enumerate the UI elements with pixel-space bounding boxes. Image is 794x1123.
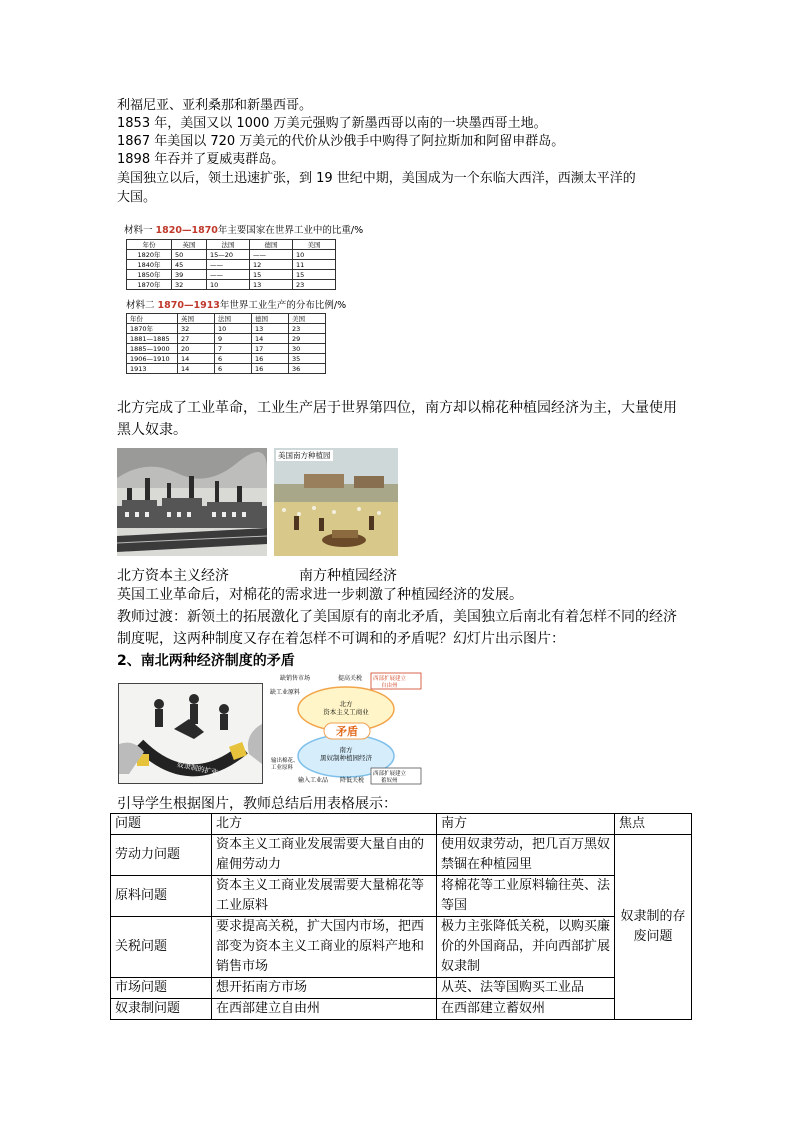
intro-line: 利福尼亚、亚利桑那和新墨西哥。 [117,98,313,113]
table-row [111,835,692,876]
para-line: 教师过渡：新领土的拓展激化了美国原有的南北矛盾，美国独立后南北有着怎样不同的经济 [117,609,677,625]
table-row [111,999,692,1020]
table-intro: 引导学生根据图片，教师总结后用表格展示： [117,796,397,812]
plantation-label: 美国南方种植园 [278,451,331,460]
table-cell: 6 [215,354,252,364]
table-cell: 13 [252,324,289,334]
top-mid-label: 提高关税 [338,675,363,682]
table-cell: 关税问题 [111,917,212,978]
table-cell: 要求提高关税，扩大国内市场，把西部变为资本主义工商业的原料产地和销售市场 [212,917,437,978]
intro-line: 大国。 [117,190,157,205]
south-ellipse-label: 南方黑奴制种植园经济 [320,746,372,762]
material-one [124,222,363,290]
table-cell: 15 [250,270,293,280]
para-line: 制度呢，这两种制度又存在着怎样不可调和的矛盾呢？幻灯片出示图片： [117,631,565,647]
intro-line: 1867 年美国以 720 万美元的代价从沙俄手中购得了阿拉斯加和阿留申群岛。 [117,134,565,149]
table-row [127,270,336,280]
table-cell: 劳动力问题 [111,835,212,876]
table-cell: 16 [252,354,289,364]
contradiction-diagram [268,672,423,786]
table-cell: 7 [215,344,252,354]
table-cell: 奴隶制问题 [111,999,212,1020]
table-cell: 10 [207,280,250,290]
comparison-table [110,813,692,1020]
southern-plantation-image [274,448,398,556]
table-cell: 1870年 [127,280,172,290]
table-cell: 美国 [293,240,336,250]
table-cell: 32 [178,324,215,334]
table-row [127,354,326,364]
table-row [127,334,326,344]
top-left-label: 缺销售市场 [280,675,311,682]
table-cell: —— [250,250,293,260]
table-row [127,260,336,270]
table-row [111,876,692,917]
table-cell: 14 [252,334,289,344]
table-cell: —— [207,270,250,280]
table-row [127,324,326,334]
table-header-row [111,814,692,835]
table-header-cell: 南方 [437,814,615,835]
table-row [127,364,326,374]
table-cell: 1885—1900 [127,344,178,354]
table-cell: 1913 [127,364,178,374]
material-two-table [126,313,326,374]
table-cell: 32 [172,280,207,290]
caption-north: 北方资本主义经济 [117,568,229,584]
table-cell: 从英、法等国购买工业品 [437,978,615,999]
material-two [126,297,346,374]
table-row [111,978,692,999]
table-header-row [127,240,336,250]
table-cell: 美国 [289,314,326,324]
table-row [127,250,336,260]
intro-line: 美国独立以后，领土迅速扩张，到 19 世纪中期，美国成为一个东临大西洋，西濒太平洋的 [117,171,636,186]
table-cell: 极力主张降低关税，以购买廉价的外国商品，并向西部扩展奴隶制 [437,917,615,978]
table-cell: 想开拓南方市场 [212,978,437,999]
table-cell: 英国 [178,314,215,324]
bottom-left-label: 输出棉花、工业原料 [271,758,299,771]
table-cell: 29 [289,334,326,344]
table-cell: 1870年 [127,324,178,334]
bottom-right-label: 西部扩展建立蓄奴州 [373,771,407,784]
table-cell: 年份 [127,314,178,324]
table-cell: 13 [250,280,293,290]
table-cell: 23 [293,280,336,290]
table-header-cell: 焦点 [615,814,692,835]
table-cell: 10 [293,250,336,260]
section-heading: 2、南北两种经济制度的矛盾 [117,653,295,669]
table-cell: 11 [293,260,336,270]
top-right-label: 西部扩展建立自由州 [373,676,407,689]
bottom-mid-label: 输入工业品 [298,777,329,784]
table-cell: 1850年 [127,270,172,280]
table-cell: 使用奴隶劳动，把几百万黑奴禁锢在种植园里 [437,835,615,876]
table-cell: 14 [178,354,215,364]
material-two-title: 材料二 1870—1913年世界工业生产的分布比例/% [126,300,347,311]
table-cell: 1840年 [127,260,172,270]
table-cell: 50 [172,250,207,260]
table-cell: 36 [289,364,326,374]
table-cell: 14 [178,364,215,374]
table-cell: 资本主义工商业发展需要大量棉花等工业原料 [212,876,437,917]
table-cell: 15 [293,270,336,280]
table-cell: 1881—1885 [127,334,178,344]
table-cell: 原料问题 [111,876,212,917]
table-cell: 20 [178,344,215,354]
northern-factory-image [117,448,267,556]
cartoon-text: 奴隶制的扩张 [176,760,219,778]
table-row [127,344,326,354]
table-cell: 1820年 [127,250,172,260]
table-cell: 45 [172,260,207,270]
bottom-mid-label: 降低关税 [340,777,365,784]
table-cell: 英国 [172,240,207,250]
table-cell: 将棉花等工业原料输往英、法等国 [437,876,615,917]
intro-line: 1898 年吞并了夏威夷群岛。 [117,152,285,167]
table-cell: 10 [215,324,252,334]
focus-cell: 奴隶制的存废问题 [615,835,692,1020]
table-cell: 德国 [252,314,289,324]
intro-line: 1853 年，美国又以 1000 万美元强购了新墨西哥以南的一块墨西哥土地。 [117,116,547,131]
table-header-row [127,314,326,324]
north-south-line: 黑人奴隶。 [117,422,187,438]
center-label: 矛盾 [336,725,358,738]
table-cell: 在西部建立蓄奴州 [437,999,615,1020]
table-cell: 15—20 [207,250,250,260]
table-cell: 30 [289,344,326,354]
table-cell: 12 [250,260,293,270]
table-cell: 年份 [127,240,172,250]
table-row [127,280,336,290]
slavery-expansion-cartoon [118,683,263,784]
table-cell: 德国 [250,240,293,250]
table-row [111,917,692,978]
table-cell: 35 [289,354,326,364]
table-cell: 17 [252,344,289,354]
table-cell: 法国 [207,240,250,250]
material-one-title: 材料一 1820—1870年主要国家在世界工业中的比重/% [124,225,364,236]
table-cell: 市场问题 [111,978,212,999]
caption-south: 南方种植园经济 [299,568,397,584]
table-cell: 23 [289,324,326,334]
table-cell: 27 [178,334,215,344]
table-cell: 16 [252,364,289,374]
table-cell: 资本主义工商业发展需要大量自由的雇佣劳动力 [212,835,437,876]
table-header-cell: 问题 [111,814,212,835]
para-line: 英国工业革命后，对棉花的需求进一步刺激了种植园经济的发展。 [117,587,523,603]
table-cell: 1906—1910 [127,354,178,364]
material-one-table [126,239,336,290]
table-cell: 6 [215,364,252,374]
table-cell: 9 [215,334,252,344]
table-cell: 在西部建立自由州 [212,999,437,1020]
table-cell: —— [207,260,250,270]
north-south-line: 北方完成了工业革命，工业生产居于世界第四位，南方却以棉花种植园经济为主，大量使用 [117,400,677,416]
table-cell: 法国 [215,314,252,324]
table-cell: 39 [172,270,207,280]
top-left-label: 缺工业原料 [270,689,301,696]
table-header-cell: 北方 [212,814,437,835]
north-ellipse-label: 北方资本主义工商业 [323,700,369,716]
